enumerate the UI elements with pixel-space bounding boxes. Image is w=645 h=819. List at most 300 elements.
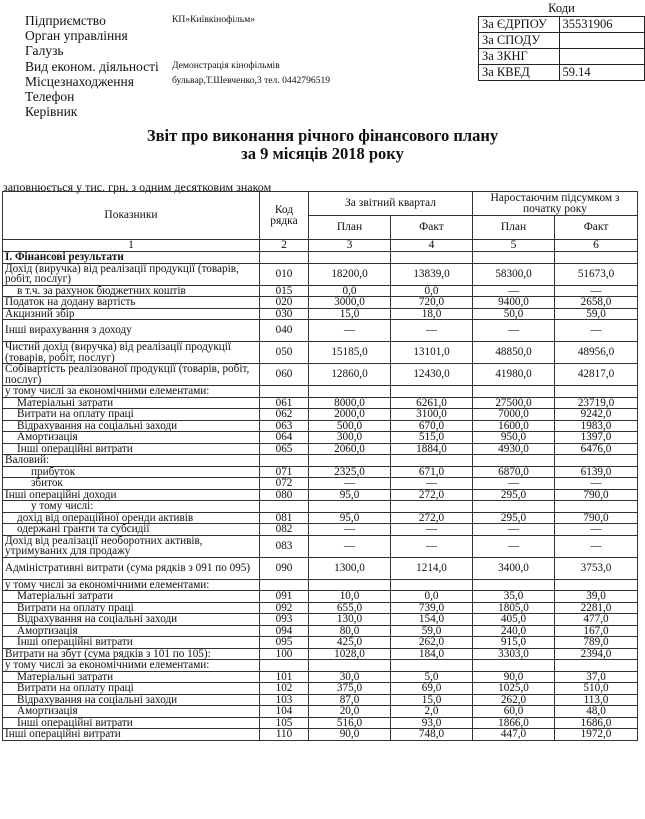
row-fact-cumulative: 113,0 — [555, 694, 638, 706]
value-location: бульвар,Т.Шевченко,3 тел. 0442796519 — [172, 74, 331, 86]
codes-value — [559, 49, 644, 65]
value-phone — [172, 88, 330, 103]
row-plan-cumulative: 950,0 — [473, 432, 555, 444]
table-row — [3, 637, 638, 649]
row-name: Відрахування на соціальні заходи — [3, 694, 260, 706]
row-plan-quarter: 300,0 — [309, 432, 391, 444]
row-plan-cumulative: 48850,0 — [473, 342, 555, 364]
row-plan-quarter: 15,0 — [309, 308, 391, 320]
row-fact-quarter: 5,0 — [391, 671, 473, 683]
row-plan-quarter: 30,0 — [309, 671, 391, 683]
row-fact-quarter: 1884,0 — [391, 443, 473, 455]
row-code: 082 — [260, 524, 309, 536]
row-plan-cumulative: 295,0 — [473, 512, 555, 524]
row-plan-quarter: 8000,0 — [309, 397, 391, 409]
value-authority — [172, 27, 330, 42]
table-row — [3, 602, 638, 614]
row-code: 061 — [260, 397, 309, 409]
table-row — [3, 455, 638, 467]
row-plan-cumulative: — — [473, 524, 555, 536]
row-code — [260, 501, 309, 513]
table-row — [3, 386, 638, 398]
table-row — [3, 252, 638, 264]
row-code: 104 — [260, 706, 309, 718]
row-fact-cumulative — [555, 252, 638, 264]
row-plan-quarter: 500,0 — [309, 420, 391, 432]
row-plan-cumulative: 447,0 — [473, 729, 555, 741]
row-plan-cumulative: 262,0 — [473, 694, 555, 706]
row-plan-quarter: 12860,0 — [309, 364, 391, 386]
row-fact-quarter: — — [391, 320, 473, 342]
row-plan-quarter: 2060,0 — [309, 443, 391, 455]
row-plan-cumulative: 295,0 — [473, 489, 555, 501]
row-fact-quarter: — — [391, 535, 473, 557]
codes-title: Коди — [548, 1, 575, 15]
row-fact-quarter: 748,0 — [391, 729, 473, 741]
row-plan-quarter — [309, 660, 391, 672]
row-plan-quarter: 18200,0 — [309, 263, 391, 285]
col-plan-quarter: План — [309, 216, 391, 240]
row-plan-quarter — [309, 579, 391, 591]
row-plan-quarter: 0,0 — [309, 285, 391, 297]
row-name: Витрати на оплату праці — [3, 683, 260, 695]
financial-table — [2, 191, 638, 741]
col-number: 2 — [260, 240, 309, 252]
table-row — [3, 648, 638, 660]
row-plan-quarter: 95,0 — [309, 512, 391, 524]
row-name: у тому числі за економічними елементами: — [3, 579, 260, 591]
row-name: прибуток — [3, 466, 260, 478]
table-row — [3, 320, 638, 342]
row-fact-quarter: 18,0 — [391, 308, 473, 320]
row-code: 071 — [260, 466, 309, 478]
row-fact-quarter: 59,0 — [391, 625, 473, 637]
row-plan-cumulative: 60,0 — [473, 706, 555, 718]
table-row — [3, 717, 638, 729]
table-row — [3, 501, 638, 513]
row-fact-cumulative: 3753,0 — [555, 557, 638, 579]
row-fact-quarter: 154,0 — [391, 614, 473, 626]
table-row — [3, 443, 638, 455]
table-row — [3, 671, 638, 683]
row-name: Податок на додану вартість — [3, 297, 260, 309]
row-name: Акцизний збір — [3, 308, 260, 320]
row-fact-cumulative: — — [555, 524, 638, 536]
row-fact-cumulative: 48956,0 — [555, 342, 638, 364]
row-name: Дохід від реалізації необоротних активів, утримуваних для продажу — [3, 535, 260, 557]
row-code: 102 — [260, 683, 309, 695]
row-plan-quarter: 3000,0 — [309, 297, 391, 309]
col-fact-quarter: Факт — [391, 216, 473, 240]
row-fact-quarter: 1214,0 — [391, 557, 473, 579]
row-plan-quarter: 2000,0 — [309, 409, 391, 421]
codes-label: За КВЕД — [479, 65, 560, 81]
codes-table — [478, 1, 645, 81]
row-code: 060 — [260, 364, 309, 386]
row-plan-quarter: 375,0 — [309, 683, 391, 695]
table-row — [3, 432, 638, 444]
row-fact-quarter: 671,0 — [391, 466, 473, 478]
row-fact-cumulative: 790,0 — [555, 489, 638, 501]
table-row — [3, 524, 638, 536]
row-fact-cumulative: 1972,0 — [555, 729, 638, 741]
row-name: у тому числі за економічними елементами: — [3, 660, 260, 672]
row-plan-cumulative — [473, 386, 555, 398]
table-row — [3, 557, 638, 579]
row-fact-quarter: 13839,0 — [391, 263, 473, 285]
row-code: 093 — [260, 614, 309, 626]
row-name: дохід від операційної оренди активів — [3, 512, 260, 524]
row-fact-cumulative: 6476,0 — [555, 443, 638, 455]
label-authority: Орган управління — [25, 28, 128, 44]
table-row — [3, 512, 638, 524]
table-row — [3, 660, 638, 672]
row-code: 100 — [260, 648, 309, 660]
row-plan-cumulative — [473, 660, 555, 672]
row-fact-quarter: 69,0 — [391, 683, 473, 695]
row-code: 072 — [260, 478, 309, 490]
row-name: Інші операційні витрати — [3, 717, 260, 729]
table-row — [3, 625, 638, 637]
row-fact-cumulative: — — [555, 535, 638, 557]
row-fact-quarter: 670,0 — [391, 420, 473, 432]
row-name: Адміністративні витрати (сума рядків з 091 по 095) — [3, 557, 260, 579]
row-plan-quarter: 516,0 — [309, 717, 391, 729]
row-fact-quarter: 15,0 — [391, 694, 473, 706]
table-row — [3, 420, 638, 432]
row-plan-cumulative: — — [473, 535, 555, 557]
row-fact-cumulative: 790,0 — [555, 512, 638, 524]
row-plan-cumulative — [473, 501, 555, 513]
row-fact-quarter — [391, 386, 473, 398]
row-plan-cumulative: 240,0 — [473, 625, 555, 637]
table-row — [3, 579, 638, 591]
row-code: 040 — [260, 320, 309, 342]
row-plan-cumulative: 915,0 — [473, 637, 555, 649]
row-code — [260, 660, 309, 672]
row-fact-cumulative — [555, 455, 638, 467]
table-row — [3, 478, 638, 490]
table-row — [3, 308, 638, 320]
row-plan-cumulative: 3400,0 — [473, 557, 555, 579]
row-plan-quarter: 80,0 — [309, 625, 391, 637]
table-row — [3, 706, 638, 718]
row-fact-cumulative: 2658,0 — [555, 297, 638, 309]
row-code: 091 — [260, 591, 309, 603]
table-row — [3, 297, 638, 309]
row-fact-cumulative: — — [555, 478, 638, 490]
row-plan-quarter — [309, 386, 391, 398]
col-number: 6 — [555, 240, 638, 252]
row-code: 105 — [260, 717, 309, 729]
row-name: Валовий: — [3, 455, 260, 467]
row-fact-quarter: 12430,0 — [391, 364, 473, 386]
row-fact-quarter: 0,0 — [391, 591, 473, 603]
row-name: Відрахування на соціальні заходи — [3, 420, 260, 432]
table-row — [3, 263, 638, 285]
row-code — [260, 455, 309, 467]
report-title-line1: Звіт про виконання річного фінансового плану — [146, 126, 499, 145]
row-plan-cumulative: 1805,0 — [473, 602, 555, 614]
row-code: 050 — [260, 342, 309, 364]
row-fact-cumulative: 510,0 — [555, 683, 638, 695]
table-row — [3, 466, 638, 478]
row-fact-quarter: 272,0 — [391, 489, 473, 501]
row-fact-quarter: 515,0 — [391, 432, 473, 444]
row-plan-quarter: — — [309, 535, 391, 557]
row-fact-quarter: 272,0 — [391, 512, 473, 524]
row-plan-cumulative: 405,0 — [473, 614, 555, 626]
table-row — [3, 285, 638, 297]
row-name: Собівартість реалізованої продукції (товарів, робіт, послуг) — [3, 364, 260, 386]
row-code: 110 — [260, 729, 309, 741]
value-industry — [172, 42, 330, 57]
value-enterprise: КП»Київкінофільм» — [172, 14, 256, 25]
row-plan-quarter — [309, 252, 391, 264]
label-industry: Галузь — [25, 43, 64, 59]
row-fact-quarter — [391, 501, 473, 513]
value-director — [172, 103, 330, 118]
col-quarter: За звітний квартал — [309, 192, 473, 216]
row-name: Витрати на оплату праці — [3, 409, 260, 421]
row-fact-cumulative — [555, 501, 638, 513]
row-fact-cumulative: 23719,0 — [555, 397, 638, 409]
row-plan-cumulative: 35,0 — [473, 591, 555, 603]
row-fact-quarter: 93,0 — [391, 717, 473, 729]
row-fact-cumulative: 9242,0 — [555, 409, 638, 421]
col-cumulative: Наростаючим підсумком з початку року — [473, 192, 638, 216]
row-fact-cumulative: 789,0 — [555, 637, 638, 649]
row-fact-cumulative: — — [555, 285, 638, 297]
row-name: Інші операційні витрати — [3, 637, 260, 649]
row-fact-cumulative: 48,0 — [555, 706, 638, 718]
row-name: в т.ч. за рахунок бюджетних коштів — [3, 285, 260, 297]
row-name: Матеріальні затрати — [3, 591, 260, 603]
row-name: Інші операційні доходи — [3, 489, 260, 501]
codes-label: За СПОДУ — [479, 33, 560, 49]
table-row — [3, 683, 638, 695]
row-fact-quarter — [391, 455, 473, 467]
row-plan-cumulative — [473, 252, 555, 264]
row-plan-cumulative: — — [473, 478, 555, 490]
value-activity: Демонстрація кінофільмів — [172, 59, 280, 71]
row-plan-quarter: 130,0 — [309, 614, 391, 626]
row-plan-quarter: 87,0 — [309, 694, 391, 706]
row-code: 080 — [260, 489, 309, 501]
header-labels — [25, 13, 159, 119]
row-name: Інші операційні витрати — [3, 443, 260, 455]
label-director: Керівник — [25, 104, 78, 120]
col-indicators: Показники — [3, 192, 260, 240]
row-plan-cumulative: 41980,0 — [473, 364, 555, 386]
row-code: 062 — [260, 409, 309, 421]
row-plan-cumulative: 6870,0 — [473, 466, 555, 478]
table-row — [3, 342, 638, 364]
row-plan-cumulative: 90,0 — [473, 671, 555, 683]
table-row — [3, 409, 638, 421]
label-location: Місцезнаходження — [25, 73, 134, 89]
row-plan-quarter: 15185,0 — [309, 342, 391, 364]
row-fact-quarter: 3100,0 — [391, 409, 473, 421]
row-fact-quarter: 6261,0 — [391, 397, 473, 409]
row-code: 010 — [260, 263, 309, 285]
table-row — [3, 614, 638, 626]
row-plan-quarter: 1300,0 — [309, 557, 391, 579]
label-activity: Вид економ. діяльності — [25, 58, 159, 74]
row-fact-quarter — [391, 579, 473, 591]
col-number: 1 — [3, 240, 260, 252]
row-plan-quarter: — — [309, 478, 391, 490]
row-code — [260, 386, 309, 398]
row-plan-cumulative — [473, 579, 555, 591]
row-plan-quarter: 2325,0 — [309, 466, 391, 478]
row-name: збиток — [3, 478, 260, 490]
row-plan-quarter — [309, 501, 391, 513]
row-plan-quarter — [309, 455, 391, 467]
row-plan-cumulative: 4930,0 — [473, 443, 555, 455]
row-name: Інші операційні витрати — [3, 729, 260, 741]
row-fact-quarter: — — [391, 478, 473, 490]
row-fact-cumulative — [555, 660, 638, 672]
table-row — [3, 729, 638, 741]
row-fact-quarter: 0,0 — [391, 285, 473, 297]
row-name: у тому числі: — [3, 501, 260, 513]
row-name: Матеріальні затрати — [3, 397, 260, 409]
codes-label: За ЗКНГ — [479, 49, 560, 65]
row-name: у тому числі за економічними елементами: — [3, 386, 260, 398]
row-fact-cumulative: 2281,0 — [555, 602, 638, 614]
codes-value — [559, 33, 644, 49]
row-plan-cumulative: 3303,0 — [473, 648, 555, 660]
col-number: 4 — [391, 240, 473, 252]
row-fact-quarter — [391, 660, 473, 672]
row-fact-cumulative: — — [555, 320, 638, 342]
row-code: 065 — [260, 443, 309, 455]
row-code: 092 — [260, 602, 309, 614]
row-name: одержані гранти та субсидії — [3, 524, 260, 536]
row-fact-cumulative: 39,0 — [555, 591, 638, 603]
row-code: 095 — [260, 637, 309, 649]
row-plan-quarter: 20,0 — [309, 706, 391, 718]
row-name: Дохід (виручка) від реалізації продукції (товарів, робіт, послуг) — [3, 263, 260, 285]
row-fact-cumulative: 1397,0 — [555, 432, 638, 444]
row-code: 081 — [260, 512, 309, 524]
row-fact-quarter — [391, 252, 473, 264]
col-plan-cumulative: План — [473, 216, 555, 240]
col-code: Код рядка — [260, 192, 309, 240]
label-enterprise: Підприємство — [25, 13, 106, 28]
row-fact-cumulative: 37,0 — [555, 671, 638, 683]
row-code: 094 — [260, 625, 309, 637]
row-code: 083 — [260, 535, 309, 557]
table-row — [3, 591, 638, 603]
table-row — [3, 489, 638, 501]
col-number: 5 — [473, 240, 555, 252]
row-code — [260, 579, 309, 591]
codes-label: За ЄДРПОУ — [479, 17, 560, 33]
report-title-line2: за 9 місяців 2018 року — [241, 144, 404, 163]
row-plan-quarter: 10,0 — [309, 591, 391, 603]
table-body — [3, 252, 638, 741]
row-code: 020 — [260, 297, 309, 309]
row-plan-cumulative: 58300,0 — [473, 263, 555, 285]
row-fact-cumulative: 6139,0 — [555, 466, 638, 478]
row-fact-cumulative — [555, 386, 638, 398]
row-code: 063 — [260, 420, 309, 432]
row-name: Амортизація — [3, 625, 260, 637]
unit-note: заповнюється у тис. грн. з одним десятковим знаком — [3, 180, 272, 194]
row-plan-cumulative: 1866,0 — [473, 717, 555, 729]
row-fact-cumulative: 59,0 — [555, 308, 638, 320]
row-code: 090 — [260, 557, 309, 579]
row-name: Амортизація — [3, 432, 260, 444]
row-name: Витрати на збут (сума рядків з 101 по 105): — [3, 648, 260, 660]
header-values — [172, 12, 330, 118]
row-plan-cumulative: — — [473, 285, 555, 297]
row-plan-cumulative — [473, 455, 555, 467]
row-name: Відрахування на соціальні заходи — [3, 614, 260, 626]
row-fact-cumulative: 1983,0 — [555, 420, 638, 432]
row-fact-quarter: 13101,0 — [391, 342, 473, 364]
row-fact-cumulative: 2394,0 — [555, 648, 638, 660]
row-code: 015 — [260, 285, 309, 297]
row-fact-cumulative: 42817,0 — [555, 364, 638, 386]
row-code: 030 — [260, 308, 309, 320]
row-name: Матеріальні затрати — [3, 671, 260, 683]
row-fact-quarter: 184,0 — [391, 648, 473, 660]
table-row — [3, 535, 638, 557]
table-row — [3, 397, 638, 409]
codes-value: 59.14 — [559, 65, 644, 81]
row-fact-quarter: 720,0 — [391, 297, 473, 309]
row-fact-cumulative — [555, 579, 638, 591]
row-plan-quarter: 95,0 — [309, 489, 391, 501]
table-row — [3, 694, 638, 706]
row-fact-cumulative: 51673,0 — [555, 263, 638, 285]
row-plan-quarter: 1028,0 — [309, 648, 391, 660]
row-code: 101 — [260, 671, 309, 683]
report-title — [0, 127, 645, 163]
row-fact-cumulative: 1686,0 — [555, 717, 638, 729]
table-row — [3, 364, 638, 386]
row-code — [260, 252, 309, 264]
row-plan-quarter: — — [309, 320, 391, 342]
row-plan-cumulative: — — [473, 320, 555, 342]
row-plan-quarter: — — [309, 524, 391, 536]
row-fact-quarter: 739,0 — [391, 602, 473, 614]
row-plan-cumulative: 9400,0 — [473, 297, 555, 309]
row-name: Інші вирахування з доходу — [3, 320, 260, 342]
row-name: Витрати на оплату праці — [3, 602, 260, 614]
row-plan-cumulative: 50,0 — [473, 308, 555, 320]
row-name: Амортизація — [3, 706, 260, 718]
col-number: 3 — [309, 240, 391, 252]
row-plan-quarter: 425,0 — [309, 637, 391, 649]
row-fact-cumulative: 477,0 — [555, 614, 638, 626]
row-plan-cumulative: 27500,0 — [473, 397, 555, 409]
row-fact-cumulative: 167,0 — [555, 625, 638, 637]
codes-value: 35531906 — [559, 17, 644, 33]
row-plan-quarter: 90,0 — [309, 729, 391, 741]
col-fact-cumulative: Факт — [555, 216, 638, 240]
row-fact-quarter: 262,0 — [391, 637, 473, 649]
row-plan-cumulative: 1025,0 — [473, 683, 555, 695]
row-code: 064 — [260, 432, 309, 444]
row-name: І. Фінансові результати — [3, 252, 260, 264]
row-name: Чистий дохід (виручка) від реалізації продукції (товарів, робіт, послуг) — [3, 342, 260, 364]
row-fact-quarter: — — [391, 524, 473, 536]
label-phone: Телефон — [25, 89, 75, 105]
